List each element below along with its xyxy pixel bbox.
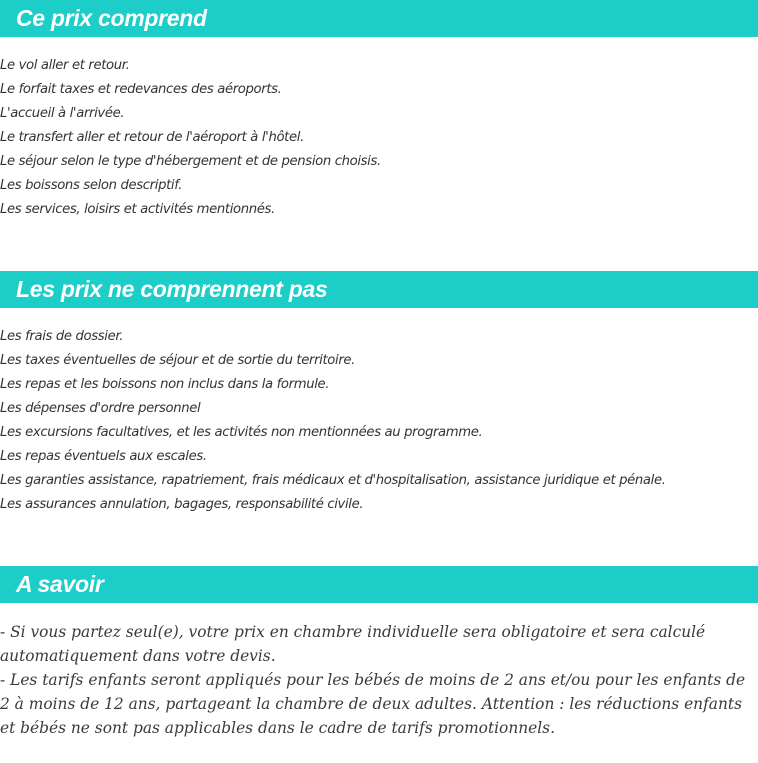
excluded-section-header: [0, 271, 758, 308]
info-section-header: [0, 566, 758, 603]
included-list: [0, 54, 381, 222]
included-item: Les services, loisirs et activités mentionnés.: [0, 202, 275, 217]
included-section-header: [0, 0, 758, 37]
excluded-item: Les excursions facultatives, et les activités non mentionnées au programme.: [0, 425, 483, 440]
excluded-item: Les frais de dossier.: [0, 329, 124, 344]
included-item: Le transfert aller et retour de l'aéroport à l'hôtel.: [0, 130, 304, 145]
excluded-section-title: Les prix ne comprennent pas: [16, 276, 328, 302]
included-item: Les boissons selon descriptif.: [0, 178, 183, 193]
included-item: L'accueil à l'arrivée.: [0, 106, 125, 121]
included-item: Le forfait taxes et redevances des aéroports.: [0, 82, 282, 97]
excluded-item: Les assurances annulation, bagages, responsabilité civile.: [0, 497, 364, 512]
excluded-item: Les garanties assistance, rapatriement, frais médicaux et d'hospitalisation, assistance juridique et pénale.: [0, 473, 666, 488]
excluded-item: Les dépenses d'ordre personnel: [0, 401, 201, 416]
included-item: Le vol aller et retour.: [0, 58, 130, 73]
info-paragraph-single-room: - Si vous partez seul(e), votre prix en chambre individuelle sera obligatoire et sera calculé automatiquement dans votre devis.: [0, 623, 706, 665]
excluded-item: Les taxes éventuelles de séjour et de sortie du territoire.: [0, 353, 356, 368]
info-paragraph-children-rates: - Les tarifs enfants seront appliqués pour les bébés de moins de 2 ans et/ou pour les enfants de 2 à moins de 12 ans, partageant la chambre de deux adultes. Attention : les réductions enfants et bébés ne sont pas applicables dans le cadre de tarifs promotionnels.: [0, 671, 746, 737]
excluded-list: [0, 325, 666, 517]
excluded-item: Les repas éventuels aux escales.: [0, 449, 207, 464]
included-section-title: Ce prix comprend: [16, 5, 207, 31]
included-item: Le séjour selon le type d'hébergement et de pension choisis.: [0, 154, 381, 169]
excluded-item: Les repas et les boissons non inclus dans la formule.: [0, 377, 330, 392]
info-section-title: A savoir: [16, 571, 104, 597]
info-notes: [0, 620, 758, 740]
